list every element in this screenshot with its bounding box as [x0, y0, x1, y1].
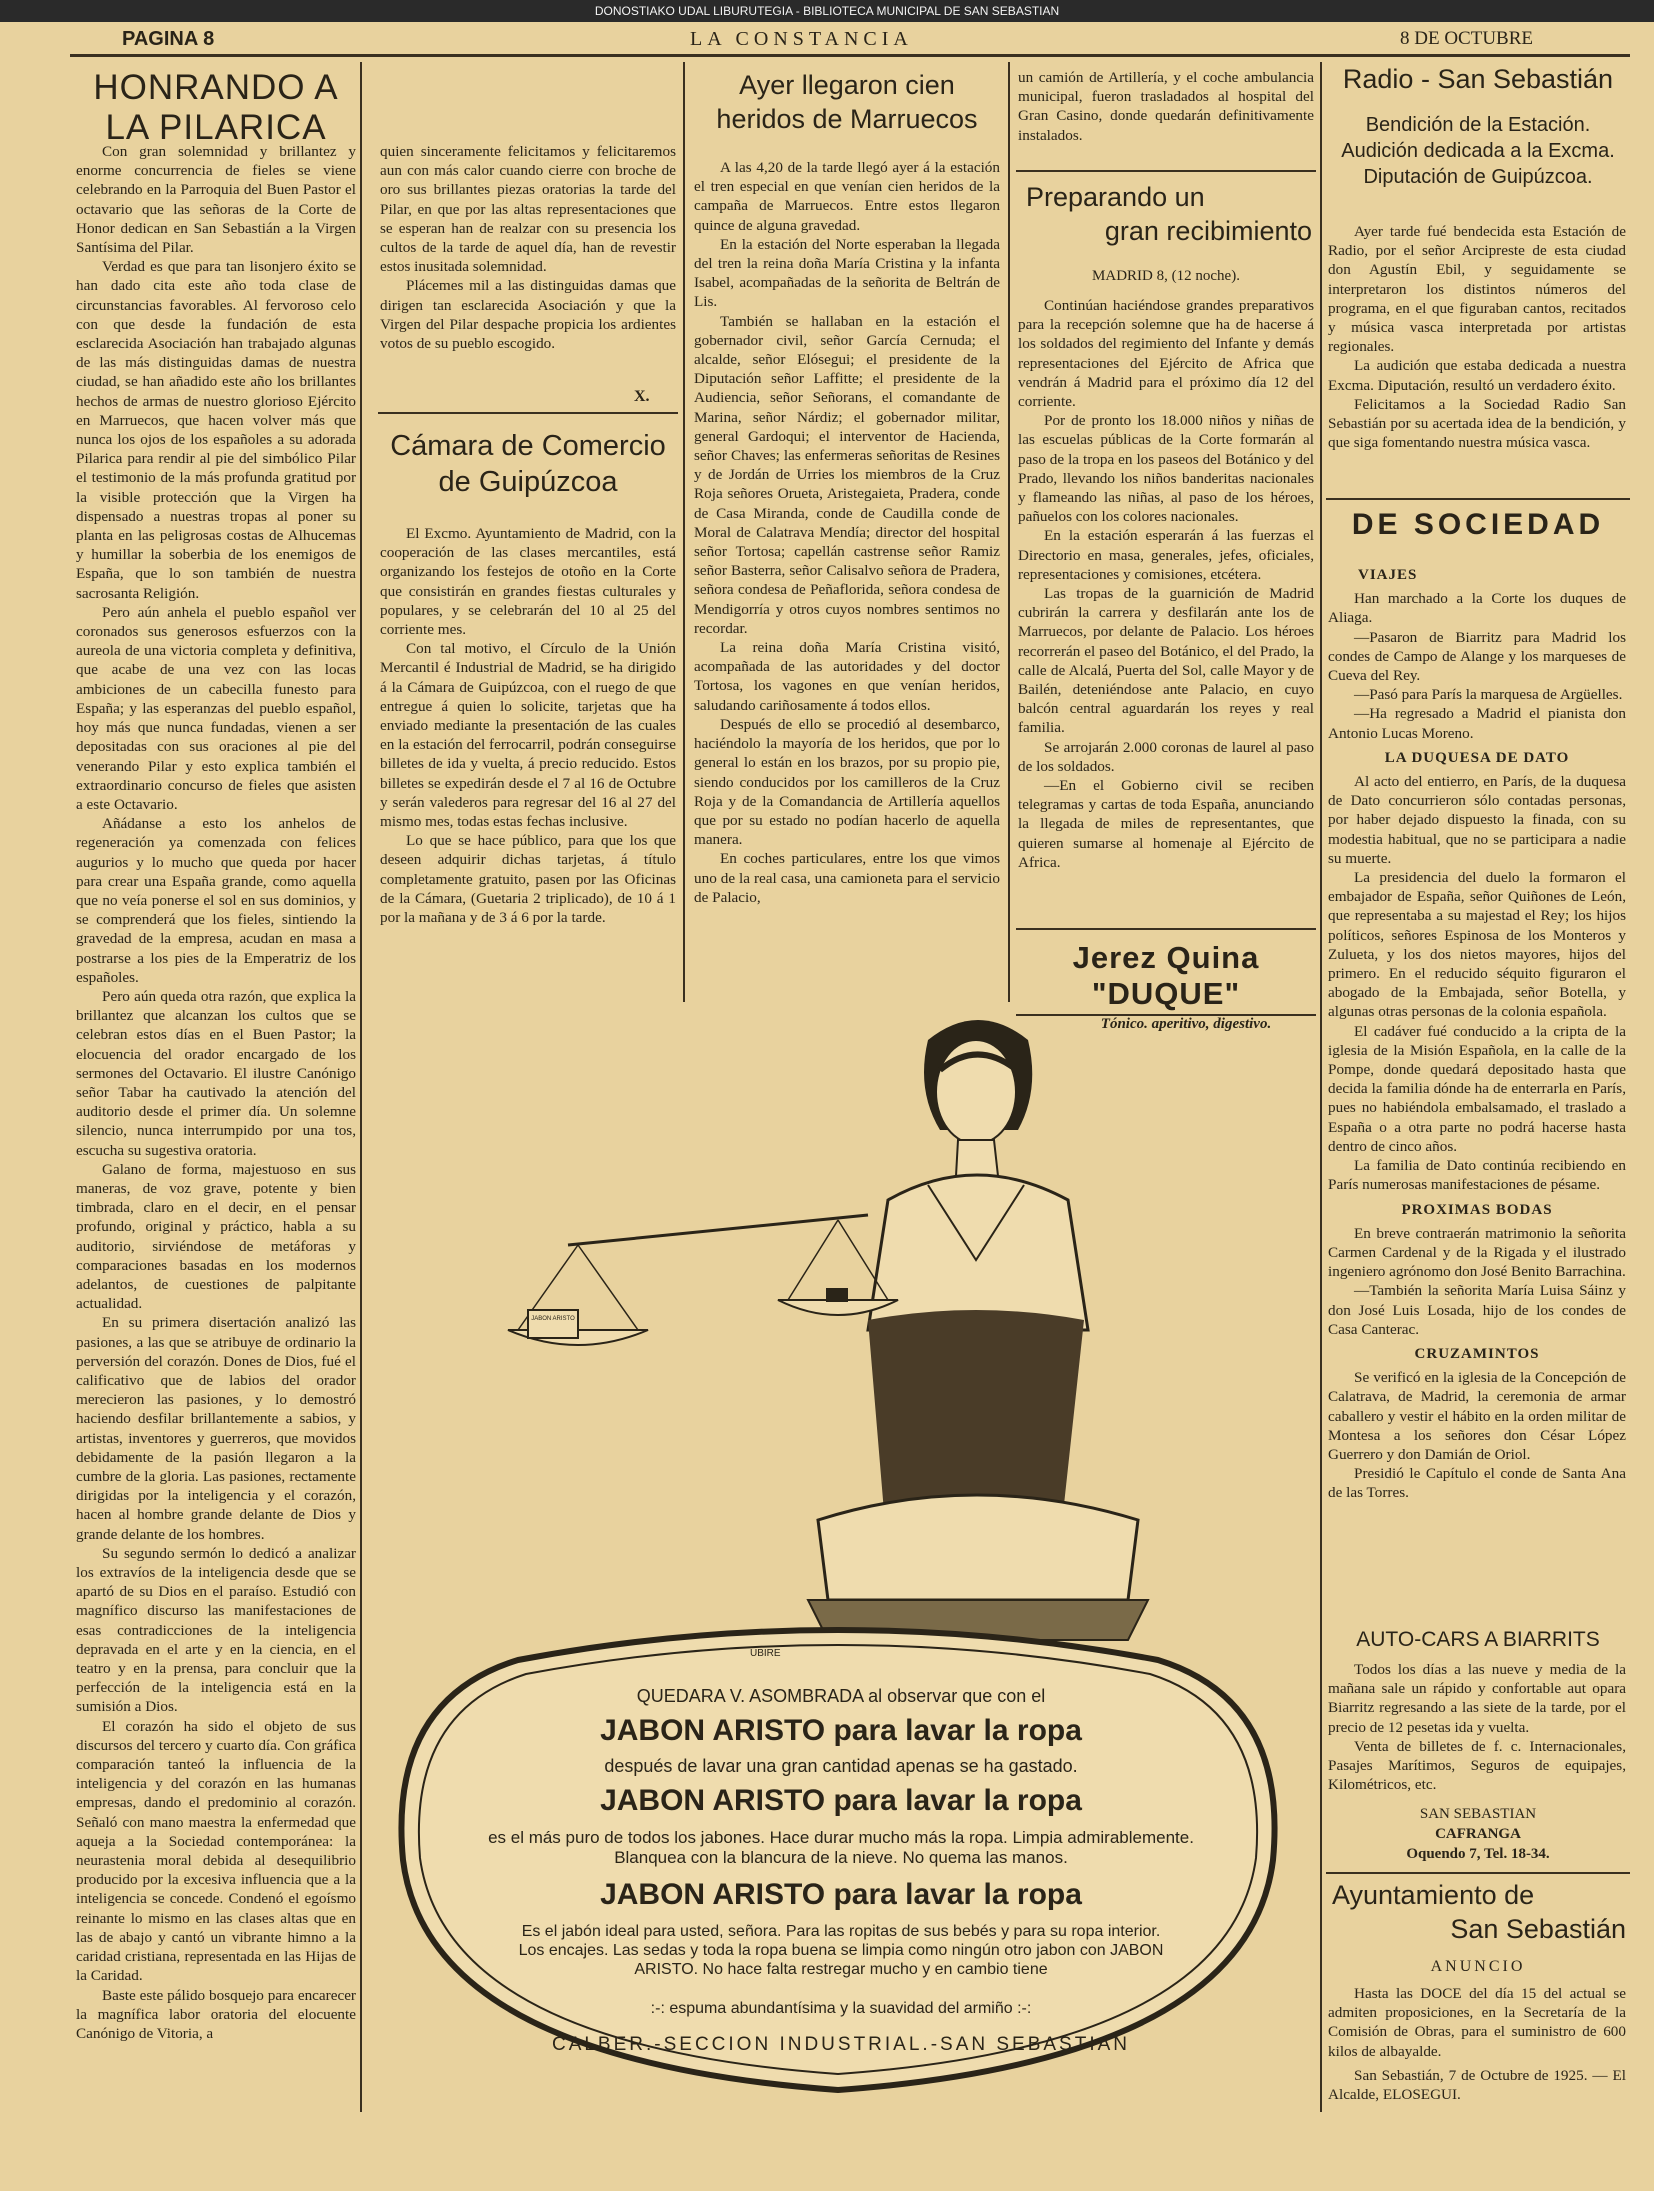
paragraph: quien sinceramente felicitamos y felicitaremos aun con más calor cuando cierre con broche de oro sus brillantes piezas oratorias la tarde del Pilar, en que por las altas representaciones que se esperan han de realzar con su presencia los cultos de la tarde de aquel día, han de revestir estos inusitada solemnidad.	[380, 143, 676, 276]
column-rule	[1320, 62, 1322, 2112]
radio-subtitle: Bendición de la Estación. Audición dedicada a la Excma. Diputación de Guipúzcoa.	[1341, 114, 1615, 188]
paragraph: El Excmo. Ayuntamiento de Madrid, con la cooperación de las clases mercantiles, está organizando los festejos de otoño en la Corte que consistirán en grandes fiestas culturales y populares, y se celebrarán del 10 al 25 del corriente mes.	[380, 525, 676, 639]
paragraph: La presidencia del duelo la formaron el embajador de España, señor Quiñones de León, que representaba a su majestad el Rey; los hijos políticos, señores Espinosa de los Monteros y Zulueta, y los dos nietos mayores, hijos del primero. En el reducido séquito figuraron el abogado de la Embajada, señor Botella, y algunas otras personas de la colonia española.	[1328, 869, 1626, 1021]
pilarica-title: HONRANDO A LA PILARICA	[93, 68, 339, 148]
aristo-ad	[368, 1000, 1314, 2112]
pilarica-continuation	[380, 142, 676, 392]
paragraph: Con tal motivo, el Círculo de la Unión Mercantil é Industrial de Madrid, se ha dirigido á la Cámara de Guipúzcoa, con el ruego de que entregue á quien lo solicite, tarjetas que ha enviado mediante la presentación de las cuales en la estación del ferrocarril, podrán conseguirse billetes de ida y vuelta, á precio reducido. Estos billetes se expedirán desde el 7 al 16 de Octubre y serán valederos para regresar del 16 al 27 del mismo mes, todas estas fechas inclusive.	[380, 640, 676, 831]
paragraph: Presidió le Capítulo el conde de Santa Ana de las Torres.	[1328, 1465, 1626, 1502]
paragraph: Felicitamos a la Sociedad Radio San Sebastián por su acertada idea de la bendición, y que siga fomentando nuestra música vasca.	[1328, 395, 1626, 452]
autocars-body	[1328, 1660, 1626, 1794]
paragraph: Las tropas de la guarnición de Madrid cubrirán la carrera y desfilarán ante los de Marruecos, por delante de Palacio. Los héroes recorrerán el paseo del Botánico, el del Prado, la calle de Alcalá, Puerta del Sol, calle Mayor y de Bailén, deteniéndose ante Palacio, en cuyo balcón central aguardarán los reyes y real familia.	[1018, 585, 1314, 737]
paragraph: En breve contraerán matrimonio la señorita Carmen Cardenal y de la Rigada y el ilustrado ingeniero agrónomo don José Benito Barrachina.	[1328, 1224, 1626, 1281]
duquesa-heading: LA DUQUESA DE DATO	[1384, 749, 1570, 766]
aristo-line5: :-: espuma abundantísima y la suavidad del armiño :-:	[650, 2000, 1032, 2017]
paragraph: Con gran solemnidad y brillantez y enorme concurrencia de fieles se viene celebrando en la Parroquia del Buen Pastor el octavario que las señoras de la Corte de Honor dedican en San Sebastián a la Virgen Santísima del Pilar.	[76, 143, 356, 257]
paragraph: El corazón ha sido el objeto de sus discursos del tercero y cuarto día. Con gráfica comparación tanteó la influencia de la inteligencia y del corazón en las humanas empresas, dando el predominio al corazón. Señaló con mano maestra la enfermedad que aqueja a la Sociedad contemporánea: la neurastenia moral debida al desequilibrio producido por la excesiva influencia que a la inteligencia se concede. Condenó el egoísmo reinante lo mismo en las clases altas que en las de abajo y cantó un vibrante himno a la caridad cristiana, representada en las Hijas de la Caridad.	[76, 1717, 356, 1985]
section-rule	[378, 412, 678, 414]
pilarica-signature: X.	[634, 388, 650, 405]
paragraph: Se verificó en la iglesia de la Concepción de Calatrava, de Madrid, la ceremonia de armar caballero y vestir el hábito en la orden militar de Montesa a los señores don César López Guerrero y don Damián de Oriol.	[1328, 1369, 1626, 1463]
ayuntamiento-footer	[1328, 2066, 1626, 2110]
heridos-title: Ayer llegaron cien heridos de Marruecos	[716, 70, 978, 134]
ayuntamiento-anuncio: ANUNCIO	[1430, 1958, 1526, 1975]
paragraph: Después de ello se procedió al desembarco, haciéndolo la mayoría de los heridos, que por lo general lo están en los brazos, por su propio pie, siendo conducidos por los camilleros de la Cruz Roja y de la Comandancia de Artillería aquellos que por su estado no podían hacerlo de aquella manera.	[694, 715, 1000, 849]
recibimiento-body	[1018, 296, 1314, 920]
masthead	[70, 24, 1630, 58]
paragraph: Se arrojarán 2.000 coronas de laurel al paso de los soldados.	[1018, 738, 1314, 775]
heridos-body	[694, 158, 1000, 998]
autocars-address-2: CAFRANGA	[1435, 1826, 1521, 1842]
pilarica-body	[76, 142, 356, 2107]
paper-name: LA CONSTANCIA	[690, 28, 913, 50]
recibimiento-title-1: Preparando un	[1026, 182, 1205, 212]
camara-body	[380, 524, 676, 994]
paragraph: un camión de Artillería, y el coche ambulancia municipal, fueron trasladados al hospital del Gran Casino, donde quedarán definitivamente instalados.	[1018, 69, 1314, 144]
aristo-brand: JABON ARISTO para lavar la ropa	[600, 1784, 1082, 1817]
radio-body	[1328, 222, 1626, 492]
paragraph: Venta de billetes de f. c. Internacionales, Pasajes Marítimos, Seguros de equipajes, Kilométricos, etc.	[1328, 1737, 1626, 1794]
ayuntamiento-title-1: Ayuntamiento de	[1332, 1880, 1535, 1910]
paragraph: San Sebastián, 7 de Octubre de 1925. — El Alcalde, ELOSEGUI.	[1328, 2067, 1626, 2104]
camara-title: Cámara de Comercio de Guipúzcoa	[390, 430, 666, 498]
section-rule	[1016, 170, 1316, 172]
paragraph: En la estación del Norte esperaban la llegada del tren la reina doña María Cristina y la infanta Isabel, acompañadas de la señorita de Beltrán de Lis.	[694, 235, 1000, 311]
aristo-line1: QUEDARA V. ASOMBRADA al observar que con el	[636, 1686, 1046, 1706]
paragraph: Añádanse a esto los anhelos de regeneración ya comenzada con felices augurios y lo mucho que queda por hacer para crear una España grande, como aquella que no veía ponerse el sol en sus dominios, y se comprenderá que los fieles, sintiendo la gravedad de la empresa, acudan en masa a postrarse a los pies de la Emperatriz de los españoles.	[76, 815, 356, 986]
masthead-rule	[70, 54, 1630, 57]
page-number: PAGINA 8	[122, 28, 215, 50]
paragraph: Han marchado a la Corte los duques de Aliaga.	[1328, 590, 1626, 627]
bodas-heading: PROXIMAS BODAS	[1401, 1201, 1553, 1218]
sociedad-body	[1328, 560, 1626, 1620]
paragraph: En coches particulares, entre los que vimos uno de la real casa, una camioneta para el servicio de Palacio,	[694, 850, 1000, 906]
viajes-heading: VIAJES	[1358, 567, 1418, 583]
paragraph: Hasta las DOCE del día 15 del actual se admiten proposiciones, en la Secretaría de la Comisión de Obras, para el suministro de 600 kilos de albayalde.	[1328, 1985, 1626, 2060]
paragraph: La reina doña María Cristina visitó, acompañada de las autoridades y del doctor Tortosa, los vagones en que venían heridos, saludando cariñosamente á todos ellos.	[694, 639, 1000, 714]
ayuntamiento-body	[1328, 1984, 1626, 2064]
aristo-brand: JABON ARISTO para lavar la ropa	[600, 1878, 1082, 1911]
paragraph: Todos los días a las nueve y media de la mañana sale un rápido y confortable aut opara Biarritz regresando a las siete de la tarde, por el precio de 12 pesetas ida y vuelta.	[1328, 1661, 1626, 1736]
paragraph: El cadáver fué conducido a la cripta de la iglesia de la Misión Española, en la calle de la Pompe, donde quedará depositado hasta que decida la familia dónde ha de enterrarla en París, pues no habiéndola embalsamado, el traslado a España o a otra parte no podrá hacerse hasta dentro de cinco años.	[1328, 1022, 1626, 1155]
aristo-line4: Es el jabón ideal para usted, señora. Para las ropitas de sus bebés y para su ropa interior. Los encajes. Las sedas y toda la ropa buena se limpia como ningún otro jabon con JABON ARISTO. No hace falta restregar mucho y en cambio tiene	[518, 1923, 1164, 1978]
section-rule	[1326, 498, 1630, 500]
sociedad-title: DE SOCIEDAD	[1351, 508, 1605, 541]
aristo-footer: CALBER.-SECCION INDUSTRIAL.-SAN SEBASTIAN	[551, 2034, 1131, 2055]
column-rule	[683, 62, 685, 1002]
paragraph: La familia de Dato continúa recibiendo en París numerosas manifestaciones de pésame.	[1328, 1157, 1626, 1194]
jerez-ad-name: Jerez Quina "DUQUE"	[1072, 940, 1260, 1011]
paragraph: Plácemes mil a las distinguidas damas que dirigen tan esclarecida Asociación y que la Virgen del Pilar despache propicia los ardientes votos de su pueblo escogido.	[380, 277, 676, 353]
archive-banner: DONOSTIAKO UDAL LIBURUTEGIA - BIBLIOTECA MUNICIPAL DE SAN SEBASTIAN	[0, 0, 1654, 22]
autocars-title: AUTO-CARS A BIARRITS	[1356, 1628, 1600, 1651]
aristo-brand: JABON ARISTO para lavar la ropa	[600, 1714, 1082, 1747]
paragraph: Continúan haciéndose grandes preparativos para la recepción solemne que ha de hacerse á los soldados del regimiento del Infante y demás representaciones del Ejército de Africa que vendrán á Madrid para el próximo día 12 del corriente.	[1018, 297, 1314, 411]
aristo-line2: después de lavar una gran cantidad apenas se ha gastado.	[604, 1756, 1078, 1776]
paragraph: Pero aún anhela el pueblo español ver coronados sus generosos esfuerzos con la aureola de una victoria completa y definitiva, que acabe de una vez con las locas ambiciones de un cabecilla funesto para España; y las esperanzas del pueblo español, hoy más que nunca fundadas, vienen a ser depositadas con sus oraciones al pie del venerando Pilar y esto explica también el extraordinario concurso de fieles que asisten a este Octavario.	[76, 603, 356, 813]
paragraph: La audición que estaba dedicada a nuestra Excma. Diputación, resultó un verdadero éxito.	[1328, 357, 1626, 394]
paragraph: A las 4,20 de la tarde llegó ayer á la estación el tren especial en que venían cien heridos de la campaña de Marruecos. Entre estos llegaron quince de alguna gravedad.	[694, 159, 1000, 234]
paragraph: —Ha regresado a Madrid el pianista don Antonio Lucas Moreno.	[1328, 705, 1626, 742]
aristo-box-label: JABON ARISTO	[531, 1316, 575, 1322]
aristo-line3: es el más puro de todos los jabones. Hace durar mucho más la ropa. Limpia admirablemente. Blanquea con la blancura de la nieve. No quema las manos.	[488, 1828, 1194, 1867]
paragraph: Pero aún queda otra razón, que explica la brillantez que alcanzan los cultos que se celebran estos días en el Buen Pastor; la elocuencia del orador encargado de los sermones del Octavario. El ilustre Canónigo señor Tabar ha cautivado la atención del auditorio desde el primer día. Un solemne silencio, nunca interrumpido por una tos, escucha su sugestiva oratoria.	[76, 987, 356, 1159]
paragraph: Por de pronto los 18.000 niños y niñas de las escuelas públicas de la Corte formarán al paso de la tropa en los paseos del Botánico y del Prado, llevando los niños banderitas nacionales y flameando las niñas, al paso de los héroes, pañuelos con los colores nacionales.	[1018, 412, 1314, 526]
issue-date: 8 DE OCTUBRE	[1400, 28, 1533, 49]
paragraph: Verdad es que para tan lisonjero éxito se han dado cita este año toda clase de circunstancias favorables. Al fervoroso celo con que desde la fundación de esta esclarecida Asociación han trabajado algunas de las más distinguidas damas de nuestra ciudad, se han añadido este año los brillantes hechos de armas de nuestro glorioso Ejército en Marruecos, que hacen volver más que nunca los ojos de los españoles a su adorada Pilarica para rendir al pie del simbólico Pilar el testimonio de la más profunda gratitud por la visible protección que la Virgen ha dispensado a nuestras tropas al poner su planta en las peligrosas costas de Alhucemas y humillar la soberbia de los enemigos de España, que lo son también de nuestra sacrosanta Religión.	[76, 258, 356, 602]
paragraph: Lo que se hace público, para que los que deseen adquirir dichas tarjetas, á título completamente gratuito, pasen por las Oficinas de la Cámara, (Guetaria 2 triplicado), de 10 á 1 por la mañana y de 3 á 6 por la tarde.	[380, 832, 676, 927]
column-rule	[360, 62, 362, 2112]
jerez-ad-tagline: Tónico. aperitivo, digestivo.	[1100, 1016, 1272, 1032]
paragraph: Galano de forma, majestuoso en sus maneras, de voz grave, potente y bien timbrada, claro en el decir, en el pensar profundo, original y práctico, habla a su auditorio, sirviéndose de metáforas y comparaciones basadas en los modernos adelantos, de cuestiones de palpitante actualidad.	[76, 1160, 356, 1313]
paragraph: También se hallaban en la estación el gobernador civil, señor García Cernuda; el alcalde, señor Elósegui; el presidente de la Diputación señor Laffitte; el presidente de la Audiencia, señor Señorans, el comandante de Marina, señor Nárdiz; el gobernador militar, general Gardoqui; el interventor de Hacienda, señor Chaves; las enfermeras señoritas de Resines y de Jordán de Urries los miembros de la Cruz Roja señores Orueta, Aristegaieta, Pradera, conde de Casa Miranda, conde de Caudilla conde de Moral de Calatrava Mendía; director del hospital señor Tortosa; capellán castrense señor Ramiz señor Basterra, señor Calisalvo señora de Pradera, señora condesa de Peñaflorida, señora condesa de Mendigorría y otros cuyos nombres sentimos no recordar.	[694, 312, 1000, 637]
paragraph: —En el Gobierno civil se reciben telegramas y cartas de toda España, anunciando la llegada de miles de representantes, que quieren sumarse al homenaje al Ejército de Africa.	[1018, 777, 1314, 871]
aristo-artist: UBIRE	[750, 1648, 781, 1659]
cruzamientos-heading: CRUZAMINTOS	[1414, 1345, 1540, 1362]
paragraph: —También la señorita María Luisa Sáinz y don José Luis Losada, hijo de los condes de Casa Canterac.	[1328, 1282, 1626, 1338]
paragraph: En la estación esperarán á las fuerzas el Directorio en masa, generales, jefes, oficiales, representaciones y comisiones, etcétera.	[1018, 527, 1314, 583]
paragraph: Al acto del entierro, en París, de la duquesa de Dato concurrieron sólo contadas personas, por haber dejado dispuesto la finada, con su modestia habitual, que no se participara a nadie su muerte.	[1328, 773, 1626, 867]
section-rule	[1326, 1872, 1630, 1874]
paragraph: Baste este pálido bosquejo para encarecer la magnífica labor oratoria del elocuente Canónigo de Vitoria, a	[76, 1986, 356, 2042]
radio-title: Radio - San Sebastián	[1342, 64, 1614, 94]
paragraph: Su segundo sermón lo dedicó a analizar los extravíos de la inteligencia desde que se apartó de su Dios en el paraíso. Estudió con magnífico discurso las manifestaciones de esas contradicciones de la inteligencia depravada en el arte y en la ciencia, en el teatro y en la prensa, para concluir que la perfección de la inteligencia está en la sumisión a Dios.	[76, 1544, 356, 1716]
paragraph: —Pasó para París la marquesa de Argüelles.	[1354, 686, 1623, 704]
autocars-address-1: SAN SEBASTIAN	[1419, 1806, 1537, 1822]
paragraph: Ayer tarde fué bendecida esta Estación de Radio, por el señor Arcipreste de esta ciudad don Agustín Ebil, y seguidamente se interpretaron los distintos números del programa, en el que figuraban cantos, recitados y música vasca interpretada por artistas regionales.	[1328, 223, 1626, 356]
recibimiento-title-2: gran recibimiento	[1104, 216, 1312, 246]
paragraph: —Pasaron de Biarritz para Madrid los condes de Campo de Alange y los marqueses de Cueva del Rey.	[1328, 628, 1626, 685]
autocars-address-3: Oquendo 7, Tel. 18-34.	[1406, 1846, 1550, 1862]
ayuntamiento-title-2: San Sebastián	[1450, 1914, 1626, 1944]
column-rule	[1008, 62, 1010, 1002]
recibimiento-dateline: MADRID 8, (12 noche).	[1092, 268, 1240, 284]
heridos-continuation	[1018, 68, 1314, 164]
paragraph: En su primera disertación analizó las pasiones, a las que se atribuye de ordinario la perversión del corazón. Dones de Dios, fué el calificativo que de labios del orador merecieron las pasiones, y lo demostró haciendo desfilar brillantemente a sabios, y artistas, inventores y guerreros, que movidos debidamente de la pasión llegaron a la cumbre de la gloria. Las pasiones, rectamente dirigidas por la inteligencia y el corazón, hacen al hombre grande delante de Dios y grande delante de los hombres.	[76, 1314, 356, 1543]
